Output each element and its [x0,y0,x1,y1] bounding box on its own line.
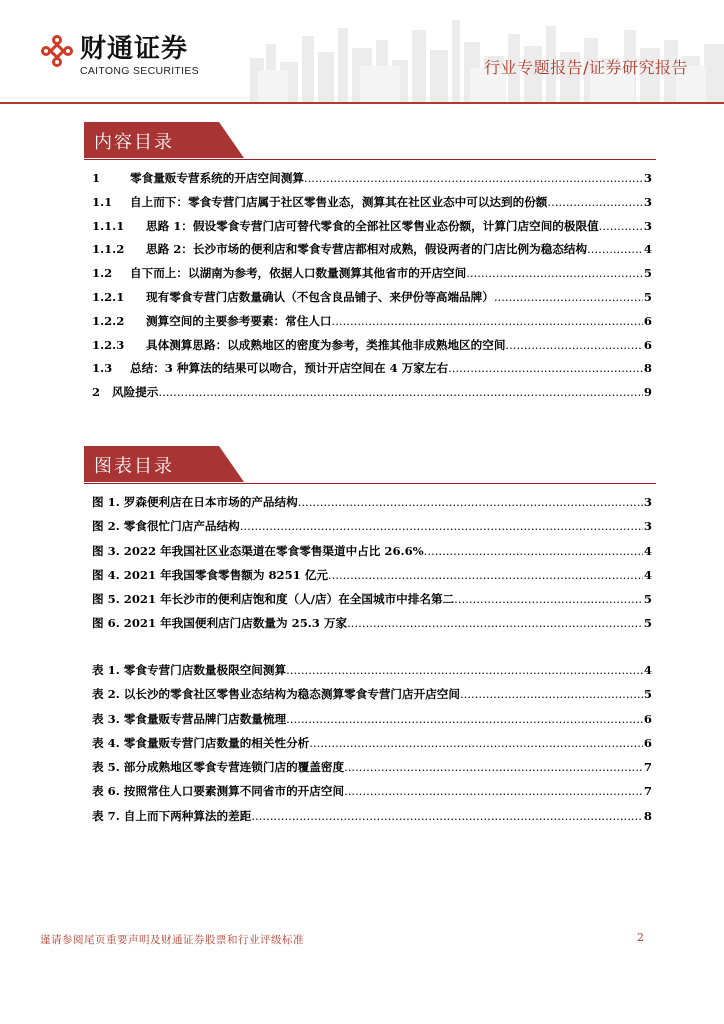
figure-page: 5 [643,592,652,607]
table-page: 6 [643,735,652,750]
toc-leader-dots [547,195,643,209]
figure-label: 图 6. 2021 年我国便利店门店数量为 25.3 万家 [92,616,348,631]
toc-text: 现有零食专营门店数量确认（不包含良品铺子、来伊份等高端品牌） [146,289,494,304]
toc-leader-dots [286,712,643,726]
toc-item[interactable] [92,384,652,408]
figure-page: 3 [643,495,652,509]
toc-leader-dots [347,616,643,630]
table-label: 表 4. 零食量贩专营门店数量的相关性分析 [92,735,310,750]
toc-text: 自上而下：零食专营门店属于社区零售业态，测算其在社区业态中可以达到的份额 [130,194,548,209]
table-of-contents [92,170,652,408]
figure-page: 4 [643,567,652,582]
toc-leader-dots [158,385,643,399]
table-list-item[interactable] [92,808,652,832]
toc-text: 自下而上：以湖南为参考，依据人口数量测算其他省市的开店空间 [130,266,467,281]
toc-leader-dots [466,266,643,280]
toc-leader-dots [309,736,643,750]
toc-leader-dots [240,519,643,533]
toc-item[interactable] [92,241,652,265]
toc-item[interactable] [92,313,652,337]
figures-section-header [84,446,656,484]
toc-page: 8 [643,361,652,376]
toc-number: 2 [92,385,101,400]
toc-leader-dots [304,171,643,185]
figure-label: 图 4. 2021 年我国零食零售额为 8251 亿元 [92,567,328,582]
toc-item[interactable] [92,360,652,384]
toc-leader-dots [286,663,643,677]
header-divider [0,102,724,104]
toc-leader-dots [424,544,643,558]
table-label: 表 5. 部分成熟地区零食专营连锁门店的覆盖密度 [92,760,345,775]
table-list-item[interactable] [92,686,652,710]
toc-page: 6 [643,313,652,328]
contents-title: 内容目录 [94,132,174,153]
toc-page: 4 [643,242,652,257]
toc-text: 具体测算思路：以成熟地区的密度为参考，类推其他非成熟地区的空间 [146,337,506,352]
table-page: 7 [643,784,652,799]
toc-page: 3 [643,171,652,185]
toc-leader-dots [251,809,643,823]
table-page: 7 [643,760,652,775]
toc-text: 总结：3 种算法的结果可以吻合，预计开店空间在 4 万家左右 [130,361,449,376]
toc-leader-dots [505,338,643,352]
toc-item[interactable] [92,337,652,361]
table-list [92,662,652,832]
toc-page: 5 [643,266,652,281]
toc-page: 3 [643,218,652,233]
contents-section-header [84,122,656,160]
figure-page: 4 [643,543,652,558]
figure-label: 图 3. 2022 年我国社区业态渠道在零食零售渠道中占比 26.6% [92,543,424,558]
toc-text: 风险提示 [112,385,159,400]
footer-disclaimer: 谨请参阅尾页重要声明及财通证券股票和行业评级标准 [40,934,304,946]
section-underline [84,159,656,160]
report-type-label: 行业专题报告/证券研究报告 [484,58,688,77]
toc-page: 5 [643,289,652,304]
toc-item[interactable] [92,218,652,242]
toc-number: 1.2.1 [92,289,125,304]
toc-leader-dots [599,219,643,233]
toc-item[interactable] [92,170,652,194]
toc-number: 1.1.1 [92,218,125,233]
table-page: 6 [643,711,652,726]
toc-number: 1.1 [92,194,113,209]
table-list-item[interactable] [92,711,652,735]
toc-page: 6 [643,337,652,352]
toc-text: 零食量贩专营系统的开店空间测算 [130,171,304,185]
table-label: 表 7. 自上而下两种算法的差距 [92,808,252,823]
toc-item[interactable] [92,265,652,289]
toc-leader-dots [298,495,643,509]
toc-text: 思路 1：假设零食专营门店可替代零食的全部社区零售业态份额，计算门店空间的极限值 [146,218,599,233]
brand-name-cn: 财通证券 [80,34,189,64]
table-list-item[interactable] [92,735,652,759]
toc-item[interactable] [92,194,652,218]
figure-page: 3 [643,519,652,534]
figures-title: 图表目录 [94,456,174,477]
table-page: 8 [643,808,652,823]
caitong-logo-icon [40,34,74,68]
toc-page: 9 [643,385,652,400]
toc-leader-dots [344,760,643,774]
toc-number: 1.2 [92,266,113,281]
toc-leader-dots [332,314,643,328]
table-list-item[interactable] [92,759,652,783]
brand-name-en: CAITONG SECURITIES [80,65,199,77]
figure-label: 图 2. 零食很忙门店产品结构 [92,519,240,534]
toc-leader-dots [328,568,643,582]
toc-leader-dots [494,290,643,304]
toc-leader-dots [587,242,643,256]
figure-list-item[interactable] [92,543,652,567]
figure-label: 图 5. 2021 年长沙市的便利店饱和度（人/店）在全国城市中排名第二 [92,592,455,607]
figure-label: 图 1. 罗森便利店在日本市场的产品结构 [92,495,298,509]
toc-page: 3 [643,194,652,209]
figure-list [92,494,652,640]
page-header [0,0,724,104]
toc-text: 测算空间的主要参考要素：常住人口 [146,313,332,328]
toc-number: 1.2.2 [92,313,125,328]
toc-item[interactable] [92,289,652,313]
table-list-item[interactable] [92,662,652,686]
toc-number: 1 [92,171,101,185]
page-number: 2 [637,931,644,944]
toc-number: 1.1.2 [92,242,125,257]
figure-list-item[interactable] [92,615,652,639]
table-page: 5 [643,687,652,702]
toc-leader-dots [460,687,643,701]
figure-page: 5 [643,616,652,631]
table-label: 表 6. 按照常住人口要素测算不同省市的开店空间 [92,784,345,799]
table-page: 4 [643,663,652,677]
toc-number: 1.3 [92,361,113,376]
table-label: 表 1. 零食专营门店数量极限空间测算 [92,663,287,677]
toc-leader-dots [448,361,643,375]
toc-text: 思路 2：长沙市场的便利店和零食专营店都相对成熟，假设两者的门店比例为稳态结构 [146,242,588,257]
figure-list-item[interactable] [92,567,652,591]
table-list-item[interactable] [92,783,652,807]
table-label: 表 2. 以长沙的零食社区零售业态结构为稳态测算零食专营门店开店空间 [92,687,460,702]
toc-leader-dots [454,592,643,606]
toc-number: 1.2.3 [92,337,125,352]
section-underline [84,483,656,484]
toc-leader-dots [344,784,643,798]
table-label: 表 3. 零食量贩专营品牌门店数量梳理 [92,711,287,726]
figure-list-item[interactable] [92,494,652,518]
figure-list-item[interactable] [92,591,652,615]
figure-list-item[interactable] [92,518,652,542]
